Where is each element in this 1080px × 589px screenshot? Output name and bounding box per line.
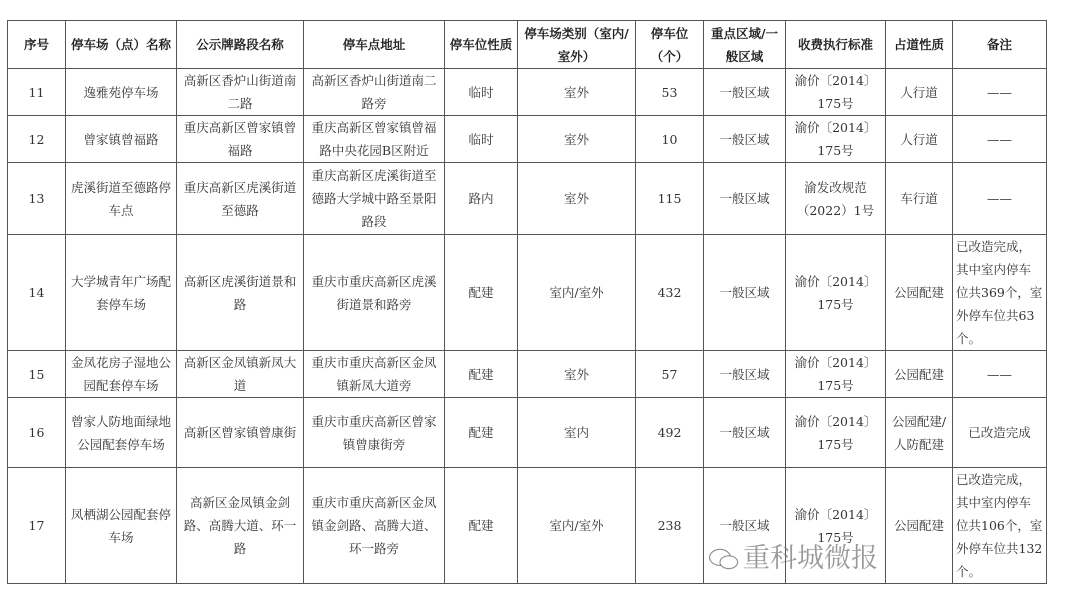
cell-category: 室外 — [518, 351, 636, 398]
header-category: 停车场类别（室内/室外） — [518, 21, 636, 69]
cell-nature: 配建 — [445, 351, 518, 398]
header-name: 停车场（点）名称 — [66, 21, 177, 69]
cell-road-occupancy: 公园配建 — [886, 468, 953, 584]
cell-sign-road: 高新区金凤镇金剑路、高腾大道、环一路 — [177, 468, 304, 584]
cell-name: 曾家人防地面绿地公园配套停车场 — [66, 398, 177, 468]
cell-address: 高新区香炉山街道南二路旁 — [304, 69, 445, 116]
cell-spaces: 115 — [636, 163, 704, 235]
cell-address: 重庆市重庆高新区虎溪街道景和路旁 — [304, 235, 445, 351]
cell-address: 重庆市重庆高新区曾家镇曾康街旁 — [304, 398, 445, 468]
cell-address: 重庆市重庆高新区金凤镇新凤大道旁 — [304, 351, 445, 398]
cell-category: 室外 — [518, 116, 636, 163]
cell-remark: —— — [953, 351, 1047, 398]
cell-name: 金凤花房子湿地公园配套停车场 — [66, 351, 177, 398]
cell-spaces: 53 — [636, 69, 704, 116]
cell-index: 16 — [8, 398, 66, 468]
cell-address: 重庆高新区曾家镇曾福路中央花园B区附近 — [304, 116, 445, 163]
cell-index: 13 — [8, 163, 66, 235]
cell-fee-standard: 渝价〔2014〕175号 — [786, 398, 886, 468]
cell-index: 14 — [8, 235, 66, 351]
cell-category: 室内/室外 — [518, 235, 636, 351]
cell-remark: —— — [953, 116, 1047, 163]
header-road-occupancy: 占道性质 — [886, 21, 953, 69]
table-row — [8, 468, 1047, 584]
cell-sign-road: 高新区金凤镇新凤大道 — [177, 351, 304, 398]
header-spaces: 停车位（个） — [636, 21, 704, 69]
cell-address: 重庆市重庆高新区金凤镇金剑路、高腾大道、环一路旁 — [304, 468, 445, 584]
cell-zone: 一般区域 — [704, 351, 786, 398]
cell-remark: 已改造完成 — [953, 398, 1047, 468]
cell-spaces: 10 — [636, 116, 704, 163]
watermark-text: 重科城微报 — [743, 543, 878, 574]
cell-category: 室内/室外 — [518, 468, 636, 584]
cell-name: 曾家镇曾福路 — [66, 116, 177, 163]
table-row — [8, 398, 1047, 468]
cell-category: 室外 — [518, 69, 636, 116]
cell-spaces: 238 — [636, 468, 704, 584]
cell-nature: 配建 — [445, 235, 518, 351]
header-fee-standard: 收费执行标准 — [786, 21, 886, 69]
cell-fee-standard: 渝价〔2014〕175号 — [786, 116, 886, 163]
cell-remark: —— — [953, 69, 1047, 116]
cell-nature: 临时 — [445, 69, 518, 116]
cell-sign-road: 高新区曾家镇曾康街 — [177, 398, 304, 468]
header-remark: 备注 — [953, 21, 1047, 69]
cell-road-occupancy: 公园配建 — [886, 351, 953, 398]
cell-sign-road: 高新区香炉山街道南二路 — [177, 69, 304, 116]
cell-name: 逸雅苑停车场 — [66, 69, 177, 116]
header-nature: 停车位性质 — [445, 21, 518, 69]
cell-index: 12 — [8, 116, 66, 163]
header-index: 序号 — [8, 21, 66, 69]
cell-category: 室内 — [518, 398, 636, 468]
header-zone: 重点区域/一般区域 — [704, 21, 786, 69]
cell-fee-standard: 渝价〔2014〕175号 — [786, 351, 886, 398]
cell-zone: 一般区域 — [704, 163, 786, 235]
cell-name: 虎溪街道至德路停车点 — [66, 163, 177, 235]
cell-spaces: 432 — [636, 235, 704, 351]
cell-road-occupancy: 车行道 — [886, 163, 953, 235]
cell-nature: 路内 — [445, 163, 518, 235]
header-row — [8, 21, 1047, 69]
header-address: 停车点地址 — [304, 21, 445, 69]
parking-table — [7, 20, 1047, 584]
cell-address: 重庆高新区虎溪街道至德路大学城中路至景阳路段 — [304, 163, 445, 235]
cell-remark: 已改造完成，其中室内停车位共106个，室外停车位共132个。 — [953, 468, 1047, 584]
cell-road-occupancy: 人行道 — [886, 69, 953, 116]
cell-index: 11 — [8, 69, 66, 116]
cell-index: 15 — [8, 351, 66, 398]
cell-sign-road: 高新区虎溪街道景和路 — [177, 235, 304, 351]
wechat-icon — [708, 546, 740, 572]
table-row — [8, 235, 1047, 351]
cell-zone: 一般区域 — [704, 235, 786, 351]
cell-name: 凤栖湖公园配套停车场 — [66, 468, 177, 584]
cell-remark: —— — [953, 163, 1047, 235]
cell-zone: 一般区域 — [704, 398, 786, 468]
cell-zone: 一般区域 — [704, 69, 786, 116]
cell-fee-standard: 渝价〔2014〕175号 — [786, 468, 886, 584]
watermark — [708, 544, 878, 574]
cell-spaces: 57 — [636, 351, 704, 398]
cell-fee-standard: 渝价〔2014〕175号 — [786, 235, 886, 351]
cell-road-occupancy: 公园配建 — [886, 235, 953, 351]
cell-road-occupancy: 人行道 — [886, 116, 953, 163]
cell-nature: 临时 — [445, 116, 518, 163]
cell-spaces: 492 — [636, 398, 704, 468]
cell-road-occupancy: 公园配建/人防配建 — [886, 398, 953, 468]
cell-nature: 配建 — [445, 398, 518, 468]
header-sign-road: 公示牌路段名称 — [177, 21, 304, 69]
cell-zone: 一般区域 — [704, 468, 786, 584]
cell-remark: 已改造完成，其中室内停车位共369个，室外停车位共63个。 — [953, 235, 1047, 351]
table-row — [8, 351, 1047, 398]
cell-category: 室外 — [518, 163, 636, 235]
table-row — [8, 163, 1047, 235]
cell-sign-road: 重庆高新区虎溪街道至德路 — [177, 163, 304, 235]
table-row — [8, 116, 1047, 163]
table-row — [8, 69, 1047, 116]
cell-sign-road: 重庆高新区曾家镇曾福路 — [177, 116, 304, 163]
cell-zone: 一般区域 — [704, 116, 786, 163]
cell-fee-standard: 渝价〔2014〕175号 — [786, 69, 886, 116]
cell-nature: 配建 — [445, 468, 518, 584]
cell-fee-standard: 渝发改规范（2022）1号 — [786, 163, 886, 235]
cell-name: 大学城青年广场配套停车场 — [66, 235, 177, 351]
cell-index: 17 — [8, 468, 66, 584]
